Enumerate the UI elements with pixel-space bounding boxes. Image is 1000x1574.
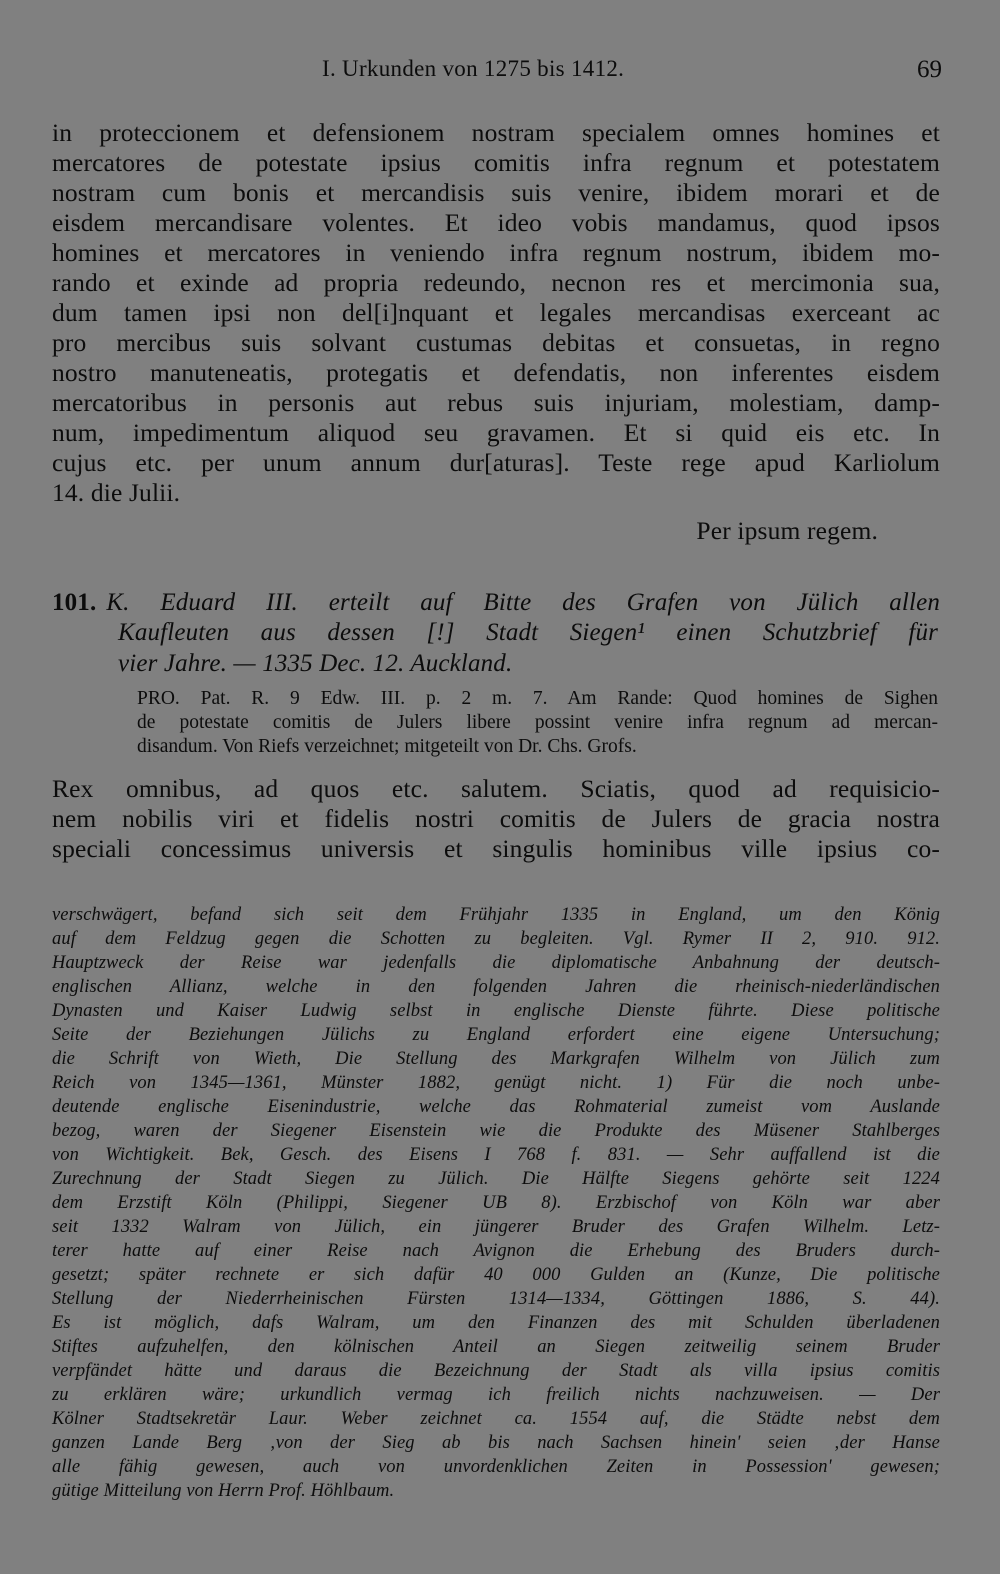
- footnote-line: dem Erzstift Köln (Philippi, Siegener UB 8). Erzbischof von Köln war aber: [52, 1193, 940, 1213]
- source-note-line: disandum. Von Riefs verzeichnet; mitgeteilt von Dr. Chs. Grofs.: [137, 736, 637, 757]
- body-line: rando et exinde ad propria redeundo, necnon res et mercimonia sua,: [52, 268, 940, 297]
- footnote-line: Stiftes aufzuhelfen, den kölnischen Anteil an Siegen zeitweilig seinem Bruder: [52, 1337, 940, 1357]
- footnote-line: alle fähig gewesen, auch von unvordenklichen Zeiten in Possession' gewesen;: [52, 1457, 940, 1477]
- footnote-line: englischen Allianz, welche in den folgenden Jahren die rheinisch-niederländischen: [52, 977, 940, 997]
- body-line: mercatores de potestate ipsius comitis infra regnum et potestatem: [52, 148, 940, 177]
- footnote-line: deutende englische Eisenindustrie, welche das Rohmaterial zumeist vom Auslande: [52, 1097, 940, 1117]
- footnote-line: bezog, waren der Siegener Eisenstein wie die Produkte des Müsener Stahlberges: [52, 1121, 940, 1141]
- entry-title-text: K. Eduard III. erteilt auf Bitte des Grafen von Jülich allen: [106, 589, 940, 616]
- footnote-line: von Wichtigkeit. Bek, Gesch. des Eisens I 768 f. 831. — Sehr auffallend ist die: [52, 1145, 940, 1165]
- body-line: mercatoribus in personis aut rebus suis injuriam, molestiam, damp-: [52, 388, 940, 417]
- source-note-line: de potestate comitis de Julers libere possint venire infra regnum ad mercan-: [137, 712, 938, 733]
- footnote-line: verschwägert, befand sich seit dem Frühjahr 1335 in England, um den König: [52, 905, 940, 925]
- footnote-line: ganzen Lande Berg ‚von der Sieg ab bis nach Sachsen hinein' seien ‚der Hanse: [52, 1433, 940, 1453]
- footnote-line: verpfändet hätte und daraus die Bezeichnung der Stadt als villa ipsius comitis: [52, 1361, 940, 1381]
- footnote-line: Reich von 1345—1361, Münster 1882, genügt nicht. 1) Für die noch unbe-: [52, 1073, 940, 1093]
- body-line: nostro manuteneatis, protegatis et defendatis, non inferentes eisdem: [52, 358, 940, 387]
- footnote-line: Zurechnung der Stadt Siegen zu Jülich. Die Hälfte Siegens gehörte seit 1224: [52, 1169, 940, 1189]
- body-line: in proteccionem et defensionem nostram specialem omnes homines et: [52, 118, 940, 147]
- signature: Per ipsum regem.: [696, 516, 878, 545]
- entry-number: 101.: [52, 589, 97, 616]
- footnote-line: terer hatte auf einer Reise nach Avignon die Erhebung des Bruders durch-: [52, 1241, 940, 1261]
- running-title: I. Urkunden von 1275 bis 1412.: [322, 56, 625, 81]
- body-line: cujus etc. per unum annum dur[aturas]. Teste rege apud Karliolum: [52, 448, 940, 477]
- body-line: nem nobilis viri et fidelis nostri comitis de Julers de gracia nostra: [52, 804, 940, 833]
- body-line: num, impedimentum aliquod seu gravamen. Et si quid eis etc. In: [52, 418, 940, 447]
- page-number: 69: [917, 56, 942, 83]
- footnote-line: Seite der Beziehungen Jülichs zu England erfordert eine eigene Untersuchung;: [52, 1025, 940, 1045]
- running-header: [52, 56, 942, 92]
- footnote-line: seit 1332 Walram von Jülich, ein jüngerer Bruder des Grafen Wilhelm. Letz-: [52, 1217, 940, 1237]
- source-note-line: PRO. Pat. R. 9 Edw. III. p. 2 m. 7. Am Rande: Quod homines de Sighen: [137, 688, 938, 709]
- footnote-line: die Schrift von Wieth, Die Stellung des Markgrafen Wilhelm von Jülich zum: [52, 1049, 940, 1069]
- footnote-line: gesetzt; später rechnete er sich dafür 40 000 Gulden an (Kunze, Die politische: [52, 1265, 940, 1285]
- entry-title-line: [52, 590, 940, 615]
- footnote-line: Dynasten und Kaiser Ludwig selbst in englische Dienste führte. Diese politische: [52, 1001, 940, 1021]
- body-line: dum tamen ipsi non del[i]nquant et legales mercandisas exerceant ac: [52, 298, 940, 327]
- body-line-last: 14. die Julii.: [52, 478, 181, 507]
- footnote-line: auf dem Feldzug gegen die Schotten zu begleiten. Vgl. Rymer II 2, 910. 912.: [52, 929, 940, 949]
- body-line: speciali concessimus universis et singulis hominibus ville ipsius co-: [52, 834, 940, 863]
- footnote-line: Hauptzweck der Reise war jedenfalls die diplomatische Anbahnung der deutsch-: [52, 953, 940, 973]
- footnote-line: Stellung der Niederrheinischen Fürsten 1314—1334, Göttingen 1886, S. 44).: [52, 1289, 940, 1309]
- body-line: pro mercibus suis solvant custumas debitas et consuetas, in regno: [52, 328, 940, 357]
- body-line: nostram cum bonis et mercandisis suis venire, ibidem morari et de: [52, 178, 940, 207]
- footnote-line: zu erklären wäre; urkundlich vermag ich freilich nichts nachzuweisen. — Der: [52, 1385, 940, 1405]
- footnote-line: Es ist möglich, dafs Walram, um den Finanzen des mit Schulden überladenen: [52, 1313, 940, 1333]
- body-line: Rex omnibus, ad quos etc. salutem. Sciatis, quod ad requisicio-: [52, 774, 940, 803]
- body-line: homines et mercatores in veniendo infra regnum nostrum, ibidem mo-: [52, 238, 940, 267]
- body-line: eisdem mercandisare volentes. Et ideo vobis mandamus, quod ipsos: [52, 208, 940, 237]
- footnote-line-last: gütige Mitteilung von Herrn Prof. Höhlbaum.: [52, 1481, 395, 1501]
- footnote-line: Kölner Stadtsekretär Laur. Weber zeichnet ca. 1554 auf, die Städte nebst dem: [52, 1409, 940, 1429]
- entry-title-line: Kaufleuten aus dessen [!] Stadt Siegen¹ einen Schutzbrief für: [118, 619, 938, 646]
- entry-title-line: vier Jahre. — 1335 Dec. 12. Auckland.: [118, 650, 513, 677]
